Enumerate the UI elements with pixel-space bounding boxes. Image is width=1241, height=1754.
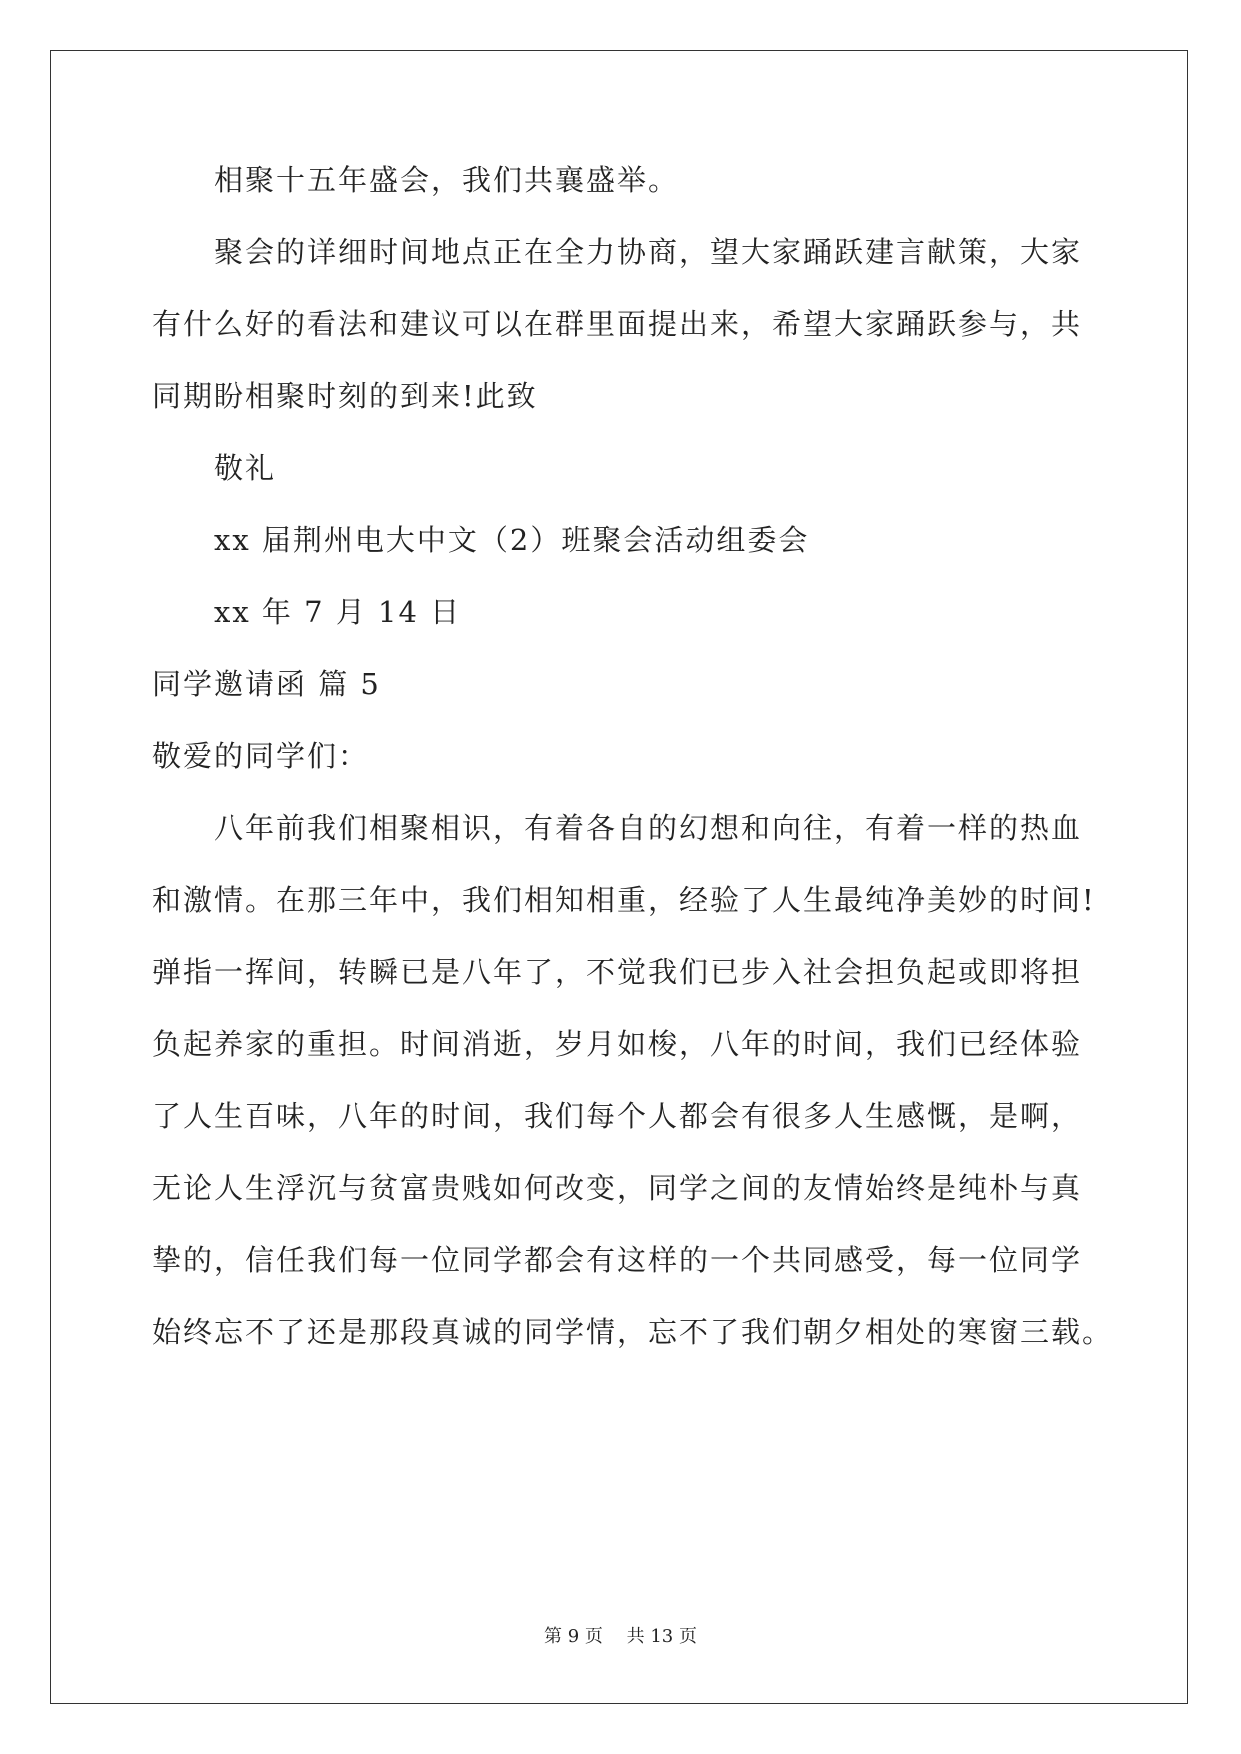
signature-date: xx 年 7 月 14 日: [214, 595, 462, 629]
section-heading: 同学邀请函 篇 5: [152, 667, 381, 701]
paragraph-line: 八年前我们相聚相识，有着各自的幻想和向往，有着一样的热血: [214, 811, 1083, 845]
paragraph-line: 同期盼相聚时刻的到来!此致: [152, 379, 538, 413]
paragraph-line: 了人生百味，八年的时间，我们每个人都会有很多人生感慨，是啊，: [152, 1099, 1083, 1133]
page-number-footer: 第 9 页 共 13 页: [544, 1626, 697, 1647]
paragraph-line: 负起养家的重担。时间消逝，岁月如梭，八年的时间，我们已经体验: [152, 1027, 1083, 1061]
paragraph-line: 弹指一挥间，转瞬已是八年了，不觉我们已步入社会担负起或即将担: [152, 955, 1083, 989]
signature-organizer: xx 届荆州电大中文（2）班聚会活动组委会: [214, 523, 810, 557]
paragraph-line: 挚的，信任我们每一位同学都会有这样的一个共同感受，每一位同学: [152, 1243, 1083, 1277]
paragraph-line: 和激情。在那三年中，我们相知相重，经验了人生最纯净美妙的时间!: [152, 883, 1096, 917]
greeting: 敬爱的同学们：: [152, 739, 370, 773]
closing-salutation: 敬礼: [214, 451, 277, 485]
page-border: [50, 50, 1188, 1704]
paragraph-line: 无论人生浮沉与贫富贵贱如何改变，同学之间的友情始终是纯朴与真: [152, 1171, 1083, 1205]
paragraph-line: 相聚十五年盛会，我们共襄盛举。: [214, 163, 680, 197]
paragraph-line: 有什么好的看法和建议可以在群里面提出来，希望大家踊跃参与，共: [152, 307, 1083, 341]
paragraph-line: 始终忘不了还是那段真诚的同学情，忘不了我们朝夕相处的寒窗三载。: [152, 1315, 1114, 1349]
paragraph-line: 聚会的详细时间地点正在全力协商，望大家踊跃建言献策，大家: [214, 235, 1083, 269]
